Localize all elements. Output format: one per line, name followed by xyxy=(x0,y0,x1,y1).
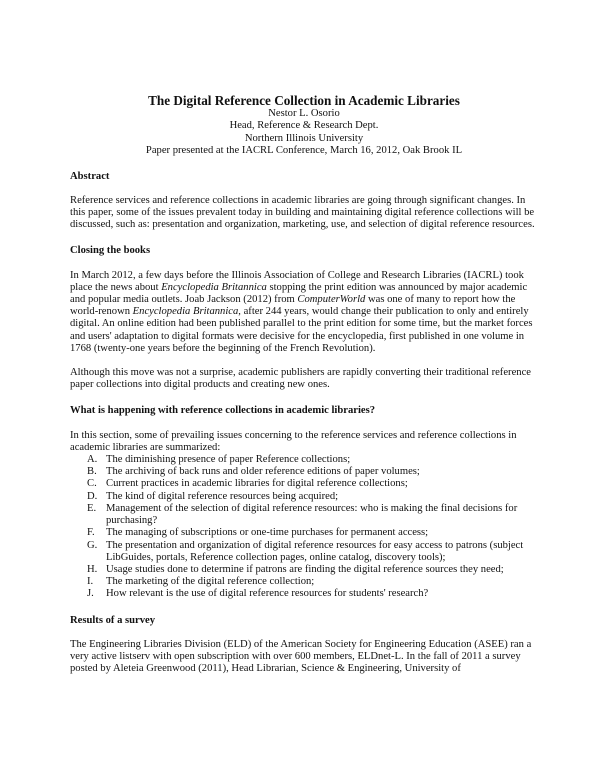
list-item: J. How relevant is the use of digital reference resources for students' research? xyxy=(87,588,429,600)
list-item: E. Management of the selection of digital reference resources: who is making the final decisions for purchasing? xyxy=(87,502,518,527)
abstract-paragraph: Reference services and reference collections in academic libraries are going through significant changes. In this paper, some of the issues prevalent today in building and maintaining digital reference collections will be discussed, such as: presentation and organization, marketing, use, and selection of digital reference resources. xyxy=(70,194,535,231)
closing-heading: Closing the books xyxy=(70,245,151,257)
closing-paragraph-1: In March 2012, a few days before the Illinois Association of College and Research Libraries (IACRL) took place the news about Encyclopedia Britannica stopping the print edition was announced by major academic and popular media outlets. Joab Jackson (2012) from ComputerWorld was one of many to report how the world-renown Encyclopedia Britannica, after 244 years, would change their publication to only and entirely digital. An online edition had been published parallel to the print edition for some time, but the market forces and users' adaptation to digital formats were decisive for the encyclopedia, first published in one volume in 1768 (twenty-one years before the beginning of the French Revolution). xyxy=(70,269,533,354)
happening-heading: What is happening with reference collections in academic libraries? xyxy=(70,405,376,417)
abstract-heading: Abstract xyxy=(70,170,110,182)
survey-heading: Results of a survey xyxy=(70,614,156,626)
list-item: C. Current practices in academic libraries for digital reference collections; xyxy=(87,478,408,490)
author-position: Head, Reference & Research Dept. xyxy=(229,120,379,132)
closing-paragraph-2: Although this move was not a surprise, academic publishers are rapidly converting their traditional reference paper collections into digital products and creating new ones. xyxy=(70,367,531,391)
conference-note: Paper presented at the IACRL Conference, March 16, 2012, Oak Brook IL xyxy=(145,145,463,157)
list-item: F. The managing of subscriptions or one-time purchases for permanent access; xyxy=(87,527,429,539)
list-item: I. The marketing of the digital reference collection; xyxy=(87,576,315,588)
author-name: Nestor L. Osorio xyxy=(268,108,340,119)
list-item: H. Usage studies done to determine if patrons are finding the digital reference sources they need; xyxy=(87,563,504,575)
happening-intro: In this section, some of prevailing issues concerning to the reference services and reference collections in academic libraries are summarized: xyxy=(70,429,517,453)
paper-page xyxy=(70,94,538,675)
paper-title: The Digital Reference Collection in Academic Libraries xyxy=(148,93,460,108)
survey-paragraph: The Engineering Libraries Division (ELD) of the American Society for Engineering Education (ASEE) ran a very active listserv with open subscription with over 600 members, ELDnet-L. In the fall of 2011 a survey posted by Aleteia Greenwood (2011), Head Librarian, Science & Engineering, University of xyxy=(70,638,532,675)
list-item: G. The presentation and organization of digital reference resources for easy access to patrons (subject LibGuides, portals, Reference collection pages, online catalog, discovery tools); xyxy=(87,539,524,563)
issues-list xyxy=(70,454,538,600)
author-institution: Northern Illinois University xyxy=(244,132,364,144)
author-block xyxy=(70,108,538,158)
list-item: D. The kind of digital reference resources being acquired; xyxy=(87,490,339,502)
list-item: B. The archiving of back runs and older reference editions of paper volumes; xyxy=(87,466,420,478)
list-item: A. The diminishing presence of paper Reference collections; xyxy=(87,454,351,466)
